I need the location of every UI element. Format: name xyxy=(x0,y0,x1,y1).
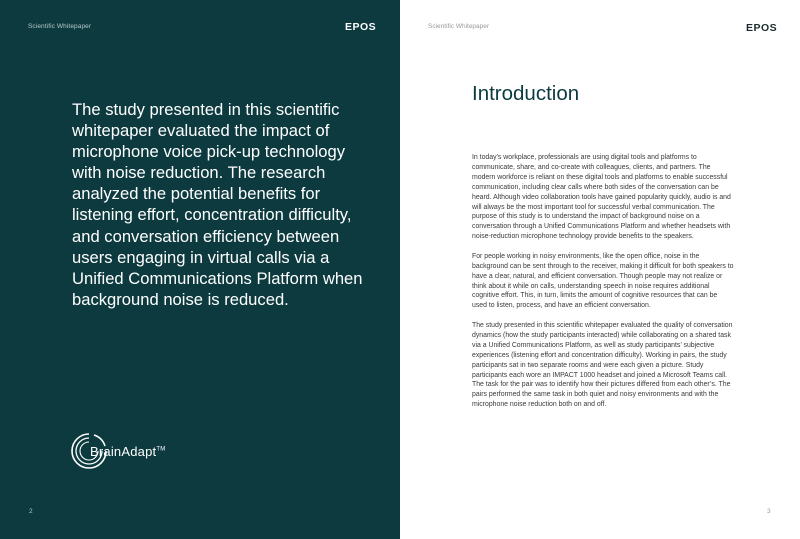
brand-trademark: TM xyxy=(156,446,166,453)
brainadapt-wordmark xyxy=(90,444,165,459)
brand-name: BrainAdapt xyxy=(90,443,157,459)
running-header-left: Scientific Whitepaper xyxy=(28,23,92,30)
epos-logo-right: EPOS xyxy=(746,22,778,34)
page-number-right: 3 xyxy=(767,508,771,515)
running-header-right: Scientific Whitepaper xyxy=(428,23,490,30)
page-number-left: 2 xyxy=(29,508,33,515)
paragraph: In today’s workplace, professionals are using digital tools and platforms to communicate, share, and co-create with colleagues, clients, and partners. The modern workforce is reliant on these digital tools and platforms to enable successful communication, including clear calls where both sides of the conversation can be heard. Although video collaboration tools have gained popularity quickly, audio is and will always be the most important tool for successful verbal communication. The purpose of this study is to understand the impact of background noise on a conversation through a Unified Communications Platform and whether headsets with noise-reduction microphone technology provide benefits to the speakers. xyxy=(472,154,731,241)
epos-logo-left: EPOS xyxy=(345,21,377,33)
brainadapt-logo xyxy=(70,432,165,470)
pull-quote: The study presented in this scientific whitepaper evaluated the impact of microphone voice pick-up technology with noise reduction. The research analyzed the potential benefits for listening effort, concentration difficulty, and conversation efficiency between users engaging in virtual calls via a Unified Communications Platform when background noise is reduced. xyxy=(72,100,363,309)
section-title: Introduction xyxy=(472,82,580,105)
paragraph: The study presented in this scientific whitepaper evaluated the quality of conversation dynamics (how the study participants interacted) while collaborating on a shared task via a Unified Communications Platform, as well as study participants’ subjective experiences (listening effort and concentration difficulty). Working in pairs, the study participants sat in two separate rooms and were each given a picture. Study participants each wore an IMPACT 1000 headset and joined a Microsoft Teams call. The task for the pair was to identify how their pictures differed from each other’s. The pairs performed the same task in both quiet and noisy environments and with the microphone noise reduction both on and off. xyxy=(472,321,733,409)
body-text xyxy=(472,153,734,420)
right-page xyxy=(400,0,800,539)
paragraph: For people working in noisy environments, like the open office, noise in the background can be sent through to the receiver, making it difficult for both speakers to have a clear, natural, and efficient conversation. Though people may not realize or think about it while on calls, understanding speech in noise requires additional cognitive effort. This, in turn, limits the amount of cognitive resources that can be used to listen, process, and have an efficient conversation. xyxy=(472,252,734,310)
